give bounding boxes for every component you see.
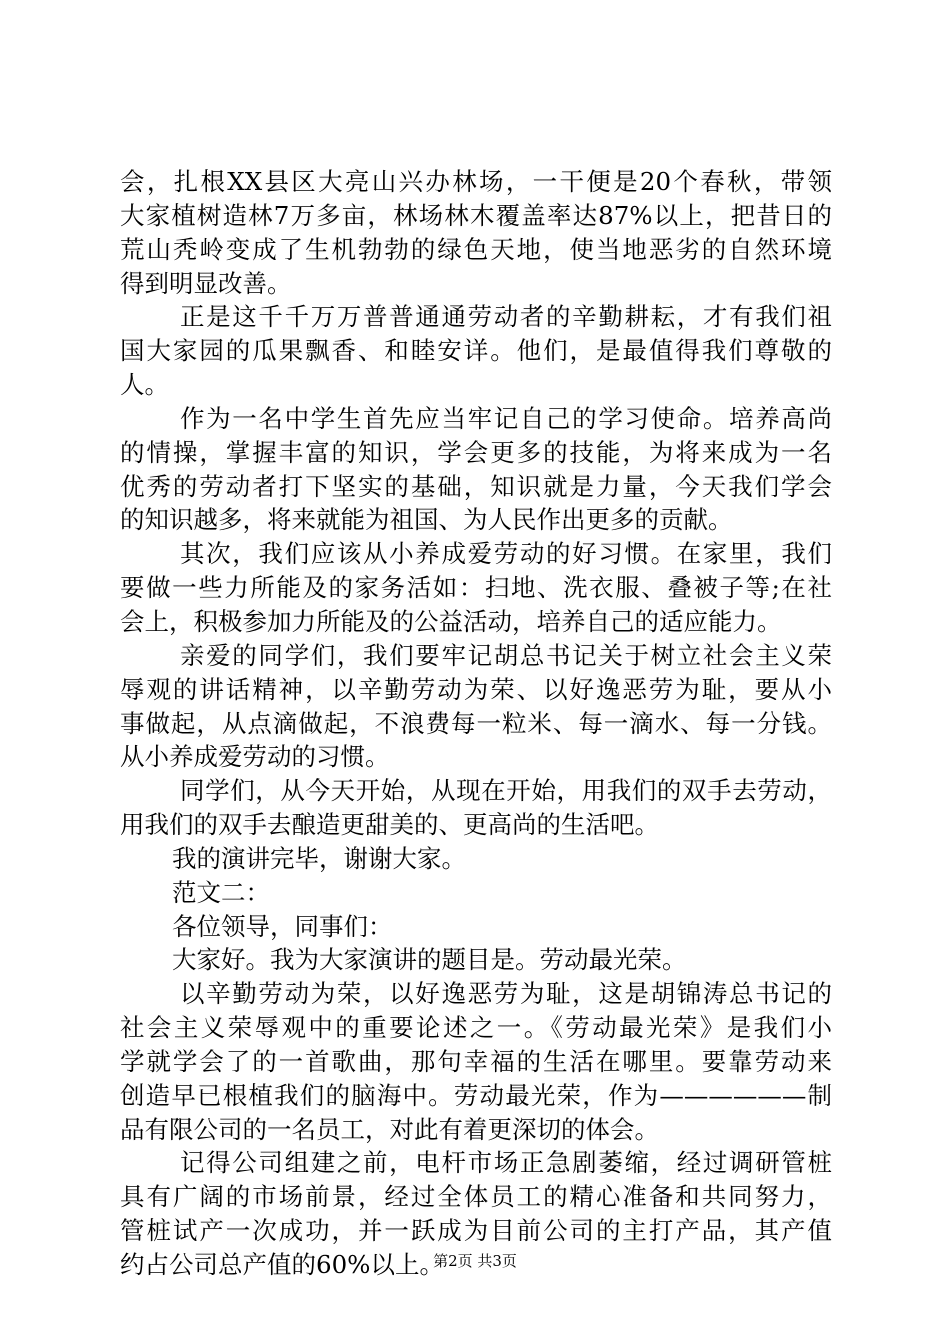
paragraph-start-line: 其次，我们应该从小养成爱劳动的好习惯。在家里，我们: [180, 539, 832, 569]
text-line: 会上，积极参加力所能及的公益活动，培养自己的适应能力。: [120, 606, 782, 636]
text-line: 用我们的双手去酿造更甜美的、更高尚的生活吧。: [120, 810, 659, 840]
paragraph-start-line: 同学们，从今天开始，从现在开始，用我们的双手去劳动，: [180, 776, 832, 806]
text-line: 的知识越多，将来就能为祖国、为人民作出更多的贡献。: [120, 505, 733, 535]
text-line: 荒山秃岭变成了生机勃勃的绿色天地，使当地恶劣的自然环境: [120, 234, 832, 264]
text-line: 会，扎根XX县区大亮山兴办林场，一干便是20个春秋，带领: [120, 167, 832, 196]
text-line: 优秀的劳动者打下坚实的基础，知识就是力量，今天我们学会: [120, 471, 832, 501]
text-line: 人。: [120, 370, 169, 400]
salutation-line: 各位领导，同事们：: [172, 911, 393, 941]
text-line: 的情操，掌握丰富的知识，学会更多的技能，为将来成为一名: [120, 437, 832, 467]
paragraph-start-line: 记得公司组建之前，电杆市场正急剧萎缩，经过调研管桩: [180, 1148, 832, 1178]
paragraph-start-line: 作为一名中学生首先应当牢记自己的学习使命。培养高尚: [180, 403, 832, 433]
document-body: [120, 165, 832, 1282]
text-line: 大家植树造林7万多亩，林场林木覆盖率达87%以上，把昔日的: [120, 200, 832, 230]
paragraph-start-line: 大家好。我为大家演讲的题目是。劳动最光荣。: [172, 945, 687, 975]
page-number-footer: 第2页 共3页: [433, 1252, 517, 1270]
paragraph-start-line: 亲爱的同学们，我们要牢记胡总书记关于树立社会主义荣: [180, 640, 832, 670]
text-line: 辱观的讲话精神，以辛勤劳动为荣、以好逸恶劳为耻，要从小: [120, 674, 832, 704]
paragraph-start-line: 正是这千千万万普普通通劳动者的辛勤耕耘，才有我们祖: [180, 302, 832, 332]
text-line: 得到明显改善。: [120, 268, 292, 298]
text-line: 品有限公司的一名员工，对此有着更深切的体会。: [120, 1114, 659, 1144]
text-line: 创造早已根植我们的脑海中。劳动最光荣，作为——————制: [120, 1080, 832, 1110]
text-line: 事做起，从点滴做起，不浪费每一粒米、每一滴水、每一分钱。: [120, 708, 832, 738]
paragraph-start-line: 以辛勤劳动为荣，以好逸恶劳为耻，这是胡锦涛总书记的: [180, 979, 832, 1009]
text-line: 国大家园的瓜果飘香、和睦安详。他们，是最值得我们尊敬的: [120, 336, 832, 366]
text-line: 要做一些力所能及的家务活如：扫地、洗衣服、叠被子等;在社: [120, 573, 832, 603]
text-line: 约占公司总产值的60%以上。: [120, 1250, 444, 1279]
section-heading: 范文二：: [172, 877, 270, 907]
text-line: 社会主义荣辱观中的重要论述之一。《劳动最光荣》是我们小: [120, 1013, 832, 1043]
paragraph-start-line: 我的演讲完毕，谢谢大家。: [172, 843, 466, 873]
text-line: 从小养成爱劳动的习惯。: [120, 742, 390, 772]
text-line: 管桩试产一次成功，并一跃成为目前公司的主打产品，其产值: [120, 1216, 832, 1246]
text-line: 具有广阔的市场前景，经过全体员工的精心准备和共同努力，: [120, 1182, 832, 1212]
text-line: 学就学会了的一首歌曲，那句幸福的生活在哪里。要靠劳动来: [120, 1046, 832, 1076]
